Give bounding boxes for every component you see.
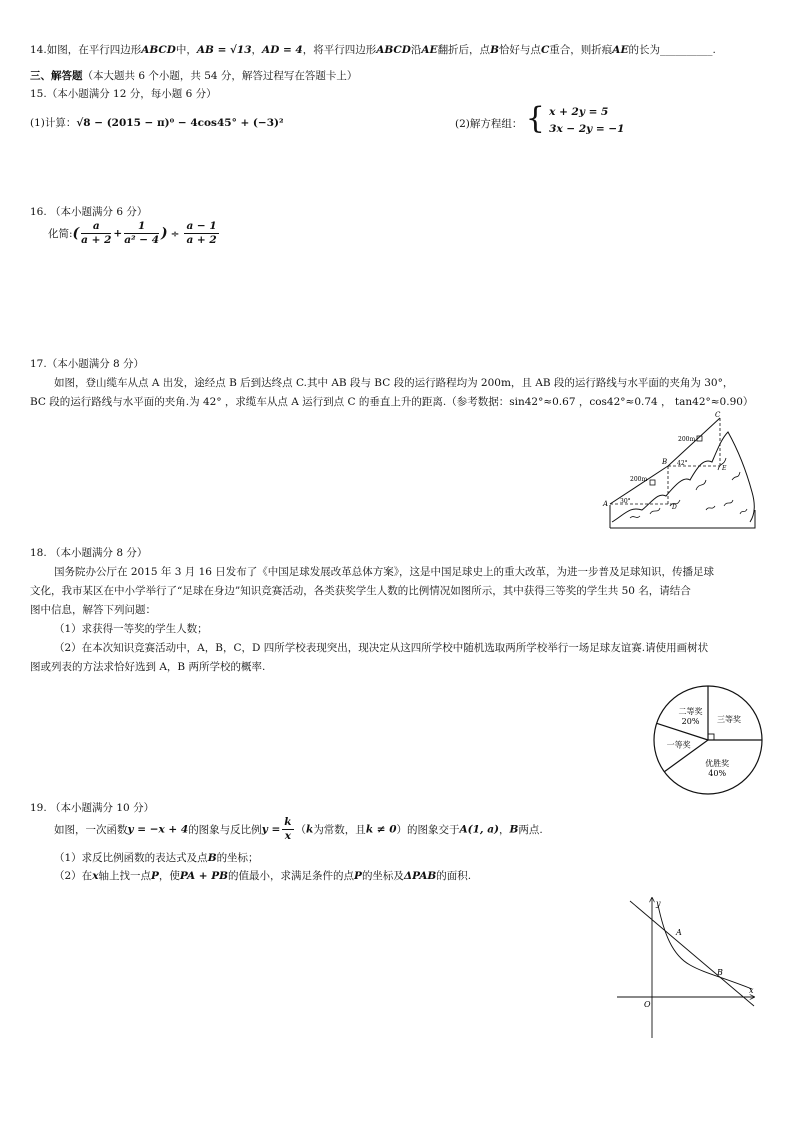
label-c: C (715, 411, 721, 419)
fraction-3: $\frac{a - 1}{a + 2}$ (186, 220, 217, 246)
q17-line1: 如图，登山缆车从点 A 出发，途经点 B 后到达终点 C.其中 AB 段与 BC 段的运行路程均为 200m，且 AB 段的运行路线与水平面的夹角为 30°， (54, 377, 734, 389)
label-point-a: A (676, 928, 682, 937)
label-o: O (644, 1000, 651, 1009)
pie-slice-label: 二等奖 20% (678, 706, 703, 726)
q18-line3: 图中信息，解答下列问题： (30, 604, 156, 616)
label-angle-a: 30° (620, 498, 631, 505)
q16-header: 16. （本小题满分 6 分） (30, 206, 148, 218)
label-y: y (656, 899, 661, 908)
k-over-x: $\frac{k}{x}$ (284, 816, 292, 842)
q19-sub1: （1）求反比例函数的表达式及点B的坐标； (54, 852, 259, 864)
q17-header: 17.（本小题满分 8 分） (30, 358, 145, 370)
function-graph (612, 893, 762, 1043)
q15-header: 15.（本小题满分 12 分，每小题 6 分） (30, 88, 217, 100)
q15-part2: (2)解方程组： { x + 2y = 5 3x − 2y = −1 (455, 101, 625, 136)
linear-function-line (630, 901, 754, 1006)
q19-sub2: （2）在x轴上找一点P，使PA + PB的值最小，求满足条件的点P的坐标及ΔPAB的面积. (54, 870, 472, 882)
cable-ab (610, 466, 668, 504)
q16-expression: 化简:( $\frac{a}{a + 2}$ + $\frac{1}{\text{a² − 4}}$ ) ÷ $\frac{a - 1}{a + 2}$ (48, 220, 217, 246)
label-a: A (603, 500, 609, 508)
mountain-cable-figure (600, 410, 765, 535)
system-brace: { (525, 101, 545, 136)
section-heading: 三、解答题（本大题共 6 个小题，共 54 分，解答过程写在答题卡上） (30, 70, 358, 82)
fraction-2: $\frac{1}{\text{a² − 4}}$ (124, 220, 160, 246)
q17-line2: BC 段的运行路线与水平面的夹角.为 42° ，求缆车从点 A 运行到点 C 的垂直上升的距离.（参考数据：sin42°≈0.67 ，cos42°≈0.74 ， tan42°≈0.90） (30, 396, 754, 408)
label-angle-b: 42° (677, 460, 688, 467)
cable-car-1 (650, 480, 655, 485)
label-bc-length: 200m (678, 436, 696, 443)
q19-line1: 如图，一次函数y = −x + 4的图象与反比例y = $\frac{k}{x}$ （k为常数，且k ≠ 0）的图象交于A(1, a)，B两点. (54, 816, 543, 842)
q18-sub2a: （2）在本次知识竞赛活动中，A，B，C，D 四所学校表现突出，现决定从这四所学校中随机选取两所学校举行一场足球友谊赛.请使用画树状 (54, 642, 709, 654)
label-d: D (672, 504, 677, 511)
q18-sub2b: 图或列表的方法求恰好选到 A，B 两所学校的概率. (30, 661, 266, 673)
label-x: x (749, 986, 754, 995)
label-e: E (722, 465, 727, 472)
reciprocal-curve (658, 905, 752, 989)
pie-slice-label: 一等奖 (666, 740, 691, 750)
mountain-texture (630, 458, 747, 518)
pie-slice-label: 三等奖 (717, 714, 742, 724)
q18-sub1: （1）求获得一等奖的学生人数； (54, 623, 208, 635)
award-pie-chart (648, 680, 768, 800)
q18-line2: 文化，我市某区在中小学举行了“足球在身边”知识竞赛活动，各类获奖学生人数的比例情况如图所示，其中获得三等奖的学生共 50 名，请结合 (30, 585, 691, 597)
q18-header: 18. （本小题满分 8 分） (30, 547, 148, 559)
q18-line1: 国务院办公厅在 2015 年 3 月 16 日发布了《中国足球发展改革总体方案》，这是中国足球史上的重大改革，为进一步普及足球知识，传播足球 (54, 566, 715, 578)
pie-slice-label: 优胜奖 40% (705, 759, 730, 779)
label-b: B (662, 458, 668, 466)
fraction-1: $\frac{a}{a + 2}$ (81, 220, 112, 246)
label-point-b: B (717, 968, 723, 977)
label-ab-length: 200m (630, 476, 648, 483)
q14-text: 14.如图，在平行四边形ABCD中，AB = √13，AD = 4，将平行四边形ABCD沿AE翻折后，点B恰好与点C重合，则折痕AE的长为__________. (30, 44, 716, 56)
q19-header: 19. （本小题满分 10 分） (30, 802, 155, 814)
q15-part1: (1)计算：√8 − (2015 − π)⁰ − 4cos45° + (−3)² (30, 117, 284, 129)
